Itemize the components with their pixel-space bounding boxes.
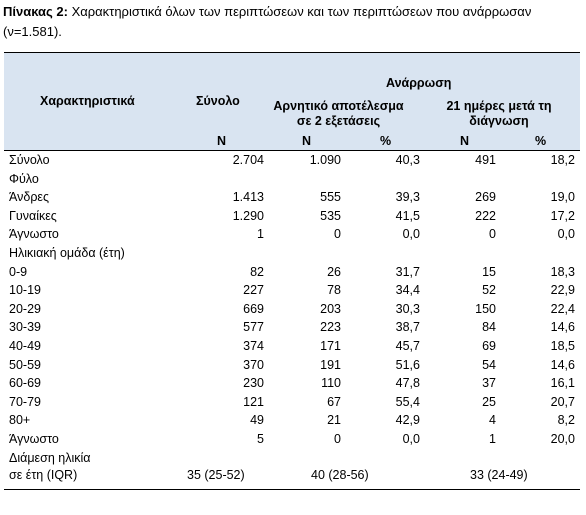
row-label: Γυναίκες xyxy=(9,208,57,223)
table-caption xyxy=(3,2,583,42)
row-21days-pct: 8,2 xyxy=(557,413,575,428)
row-21days-n: 15 xyxy=(482,264,496,279)
row-negative-n: 21 xyxy=(327,413,341,428)
table-row xyxy=(4,170,580,189)
row-21days-pct: 17,2 xyxy=(550,208,575,223)
row-negative-n: 67 xyxy=(327,394,341,409)
row-21days-n: 222 xyxy=(475,208,496,223)
row-21days-pct: 20,0 xyxy=(550,431,575,446)
table-row xyxy=(4,225,580,244)
table-row xyxy=(4,393,580,412)
row-total-n: 1.290 xyxy=(232,208,264,223)
row-label: Άγνωστο xyxy=(9,227,59,242)
row-total-n: 1 xyxy=(257,227,264,242)
row-negative-pct: 0,0 xyxy=(402,431,420,446)
row-label: Σύνολο xyxy=(9,153,50,167)
header-n-total: N xyxy=(217,134,227,148)
table-row xyxy=(4,430,580,449)
row-total-n: 577 xyxy=(243,320,264,335)
table-row xyxy=(4,151,580,170)
row-negative-pct: 41,5 xyxy=(395,208,420,223)
row-21days-n: 25 xyxy=(482,394,496,409)
row-label: 60-69 xyxy=(9,376,41,391)
row-label: 70-79 xyxy=(9,394,41,409)
row-21days-n: 491 xyxy=(475,153,496,167)
table-row xyxy=(4,281,580,300)
table-row xyxy=(4,207,580,226)
row-total-n: 5 xyxy=(257,431,264,446)
table-row xyxy=(4,356,580,375)
header-pct-negative: % xyxy=(380,134,392,148)
row-negative-n: 0 xyxy=(334,227,341,242)
row-total-n: 2.704 xyxy=(232,153,264,167)
row-21days-pct: 14,6 xyxy=(550,320,575,335)
data-table xyxy=(4,52,580,485)
header-pct-21days: % xyxy=(535,134,547,148)
row-negative-pct: 51,6 xyxy=(395,357,420,372)
row-negative-n: 110 xyxy=(321,376,341,391)
median-label-line1: Διάμεση ηλικία xyxy=(9,450,91,465)
row-21days-pct: 18,2 xyxy=(550,153,575,167)
header-recovery: Ανάρρωση xyxy=(386,76,452,90)
row-total-n: 1.413 xyxy=(232,190,264,205)
row-negative-pct: 40,3 xyxy=(395,153,420,167)
table-row xyxy=(4,244,580,263)
table-row xyxy=(4,337,580,356)
row-21days-pct: 18,5 xyxy=(550,338,575,353)
row-negative-pct: 38,7 xyxy=(395,320,420,335)
row-label: 20-29 xyxy=(9,301,41,316)
median-total: 35 (25-52) xyxy=(187,467,245,482)
row-21days-n: 52 xyxy=(482,283,496,298)
header-negative-tests: Αρνητικό αποτέλεσμα σε 2 εξετάσεις xyxy=(273,99,404,128)
row-21days-pct: 16,1 xyxy=(550,376,575,391)
header-n-negative: N xyxy=(302,134,312,148)
row-negative-pct: 30,3 xyxy=(395,301,420,316)
row-21days-pct: 19,0 xyxy=(550,190,575,205)
row-total-n: 230 xyxy=(243,376,264,391)
median-21days: 33 (24-49) xyxy=(470,467,528,482)
median-age-row xyxy=(4,449,580,485)
row-negative-n: 26 xyxy=(327,264,341,279)
row-label: Ηλικιακή ομάδα (έτη) xyxy=(9,245,125,260)
table-row xyxy=(4,188,580,207)
row-negative-n: 535 xyxy=(320,208,341,223)
row-negative-pct: 34,4 xyxy=(395,283,420,298)
row-21days-pct: 18,3 xyxy=(550,264,575,279)
row-negative-n: 171 xyxy=(320,338,341,353)
row-negative-n: 78 xyxy=(327,283,341,298)
row-total-n: 669 xyxy=(243,301,264,316)
caption-label: Πίνακας 2: xyxy=(3,4,68,19)
row-total-n: 82 xyxy=(250,264,264,279)
row-negative-pct: 42,9 xyxy=(395,413,420,428)
row-negative-pct: 0,0 xyxy=(402,227,420,242)
row-21days-pct: 22,9 xyxy=(550,283,575,298)
row-negative-n: 0 xyxy=(334,431,341,446)
row-negative-pct: 45,7 xyxy=(395,338,420,353)
row-negative-pct: 47,8 xyxy=(395,376,420,391)
row-total-n: 121 xyxy=(243,394,264,409)
row-negative-n: 555 xyxy=(320,190,341,205)
row-negative-n: 223 xyxy=(320,320,341,335)
table-row xyxy=(4,300,580,319)
row-label: Άνδρες xyxy=(9,190,50,205)
header-total: Σύνολο xyxy=(196,94,240,108)
header-21-days: 21 ημέρες μετά τη διάγνωση xyxy=(446,99,552,128)
table-row xyxy=(4,374,580,393)
row-21days-n: 269 xyxy=(475,190,496,205)
row-21days-n: 69 xyxy=(482,338,496,353)
row-negative-n: 1.090 xyxy=(309,153,341,167)
row-label: Φύλο xyxy=(9,171,39,186)
table-bottom-rule xyxy=(4,489,580,490)
median-negative: 40 (28-56) xyxy=(311,467,369,482)
row-negative-n: 191 xyxy=(320,357,341,372)
table-row xyxy=(4,318,580,337)
table-body xyxy=(4,151,580,449)
row-21days-pct: 0,0 xyxy=(557,227,575,242)
row-label: 40-49 xyxy=(9,338,41,353)
row-21days-pct: 22,4 xyxy=(550,301,575,316)
row-total-n: 227 xyxy=(243,283,264,298)
row-21days-n: 1 xyxy=(489,431,496,446)
header-characteristics: Χαρακτηριστικά xyxy=(40,94,135,108)
caption-text: Χαρακτηριστικά όλων των περιπτώσεων και των περιπτώσεων που ανάρρωσαν (ν=1.581). xyxy=(3,4,532,39)
row-negative-n: 203 xyxy=(320,301,341,316)
header-n-21days: N xyxy=(460,134,470,148)
row-21days-n: 150 xyxy=(475,301,496,316)
row-21days-n: 84 xyxy=(482,320,496,335)
row-total-n: 374 xyxy=(243,338,264,353)
median-label-line2: σε έτη (IQR) xyxy=(9,467,78,482)
row-21days-n: 54 xyxy=(482,357,496,372)
row-label: 30-39 xyxy=(9,320,41,335)
table-header xyxy=(4,52,580,151)
table-row xyxy=(4,411,580,430)
row-negative-pct: 31,7 xyxy=(395,264,420,279)
row-label: 80+ xyxy=(9,413,31,428)
row-21days-n: 37 xyxy=(482,376,496,391)
row-total-n: 370 xyxy=(243,357,264,372)
row-label: 0-9 xyxy=(9,264,28,279)
table-row xyxy=(4,263,580,282)
row-21days-n: 0 xyxy=(489,227,496,242)
row-total-n: 49 xyxy=(250,413,264,428)
row-21days-pct: 20,7 xyxy=(550,394,575,409)
row-21days-n: 4 xyxy=(489,413,496,428)
row-label: Άγνωστο xyxy=(9,431,59,446)
row-label: 50-59 xyxy=(9,357,41,372)
row-label: 10-19 xyxy=(9,283,41,298)
row-negative-pct: 55,4 xyxy=(395,394,420,409)
row-negative-pct: 39,3 xyxy=(395,190,420,205)
row-21days-pct: 14,6 xyxy=(550,357,575,372)
